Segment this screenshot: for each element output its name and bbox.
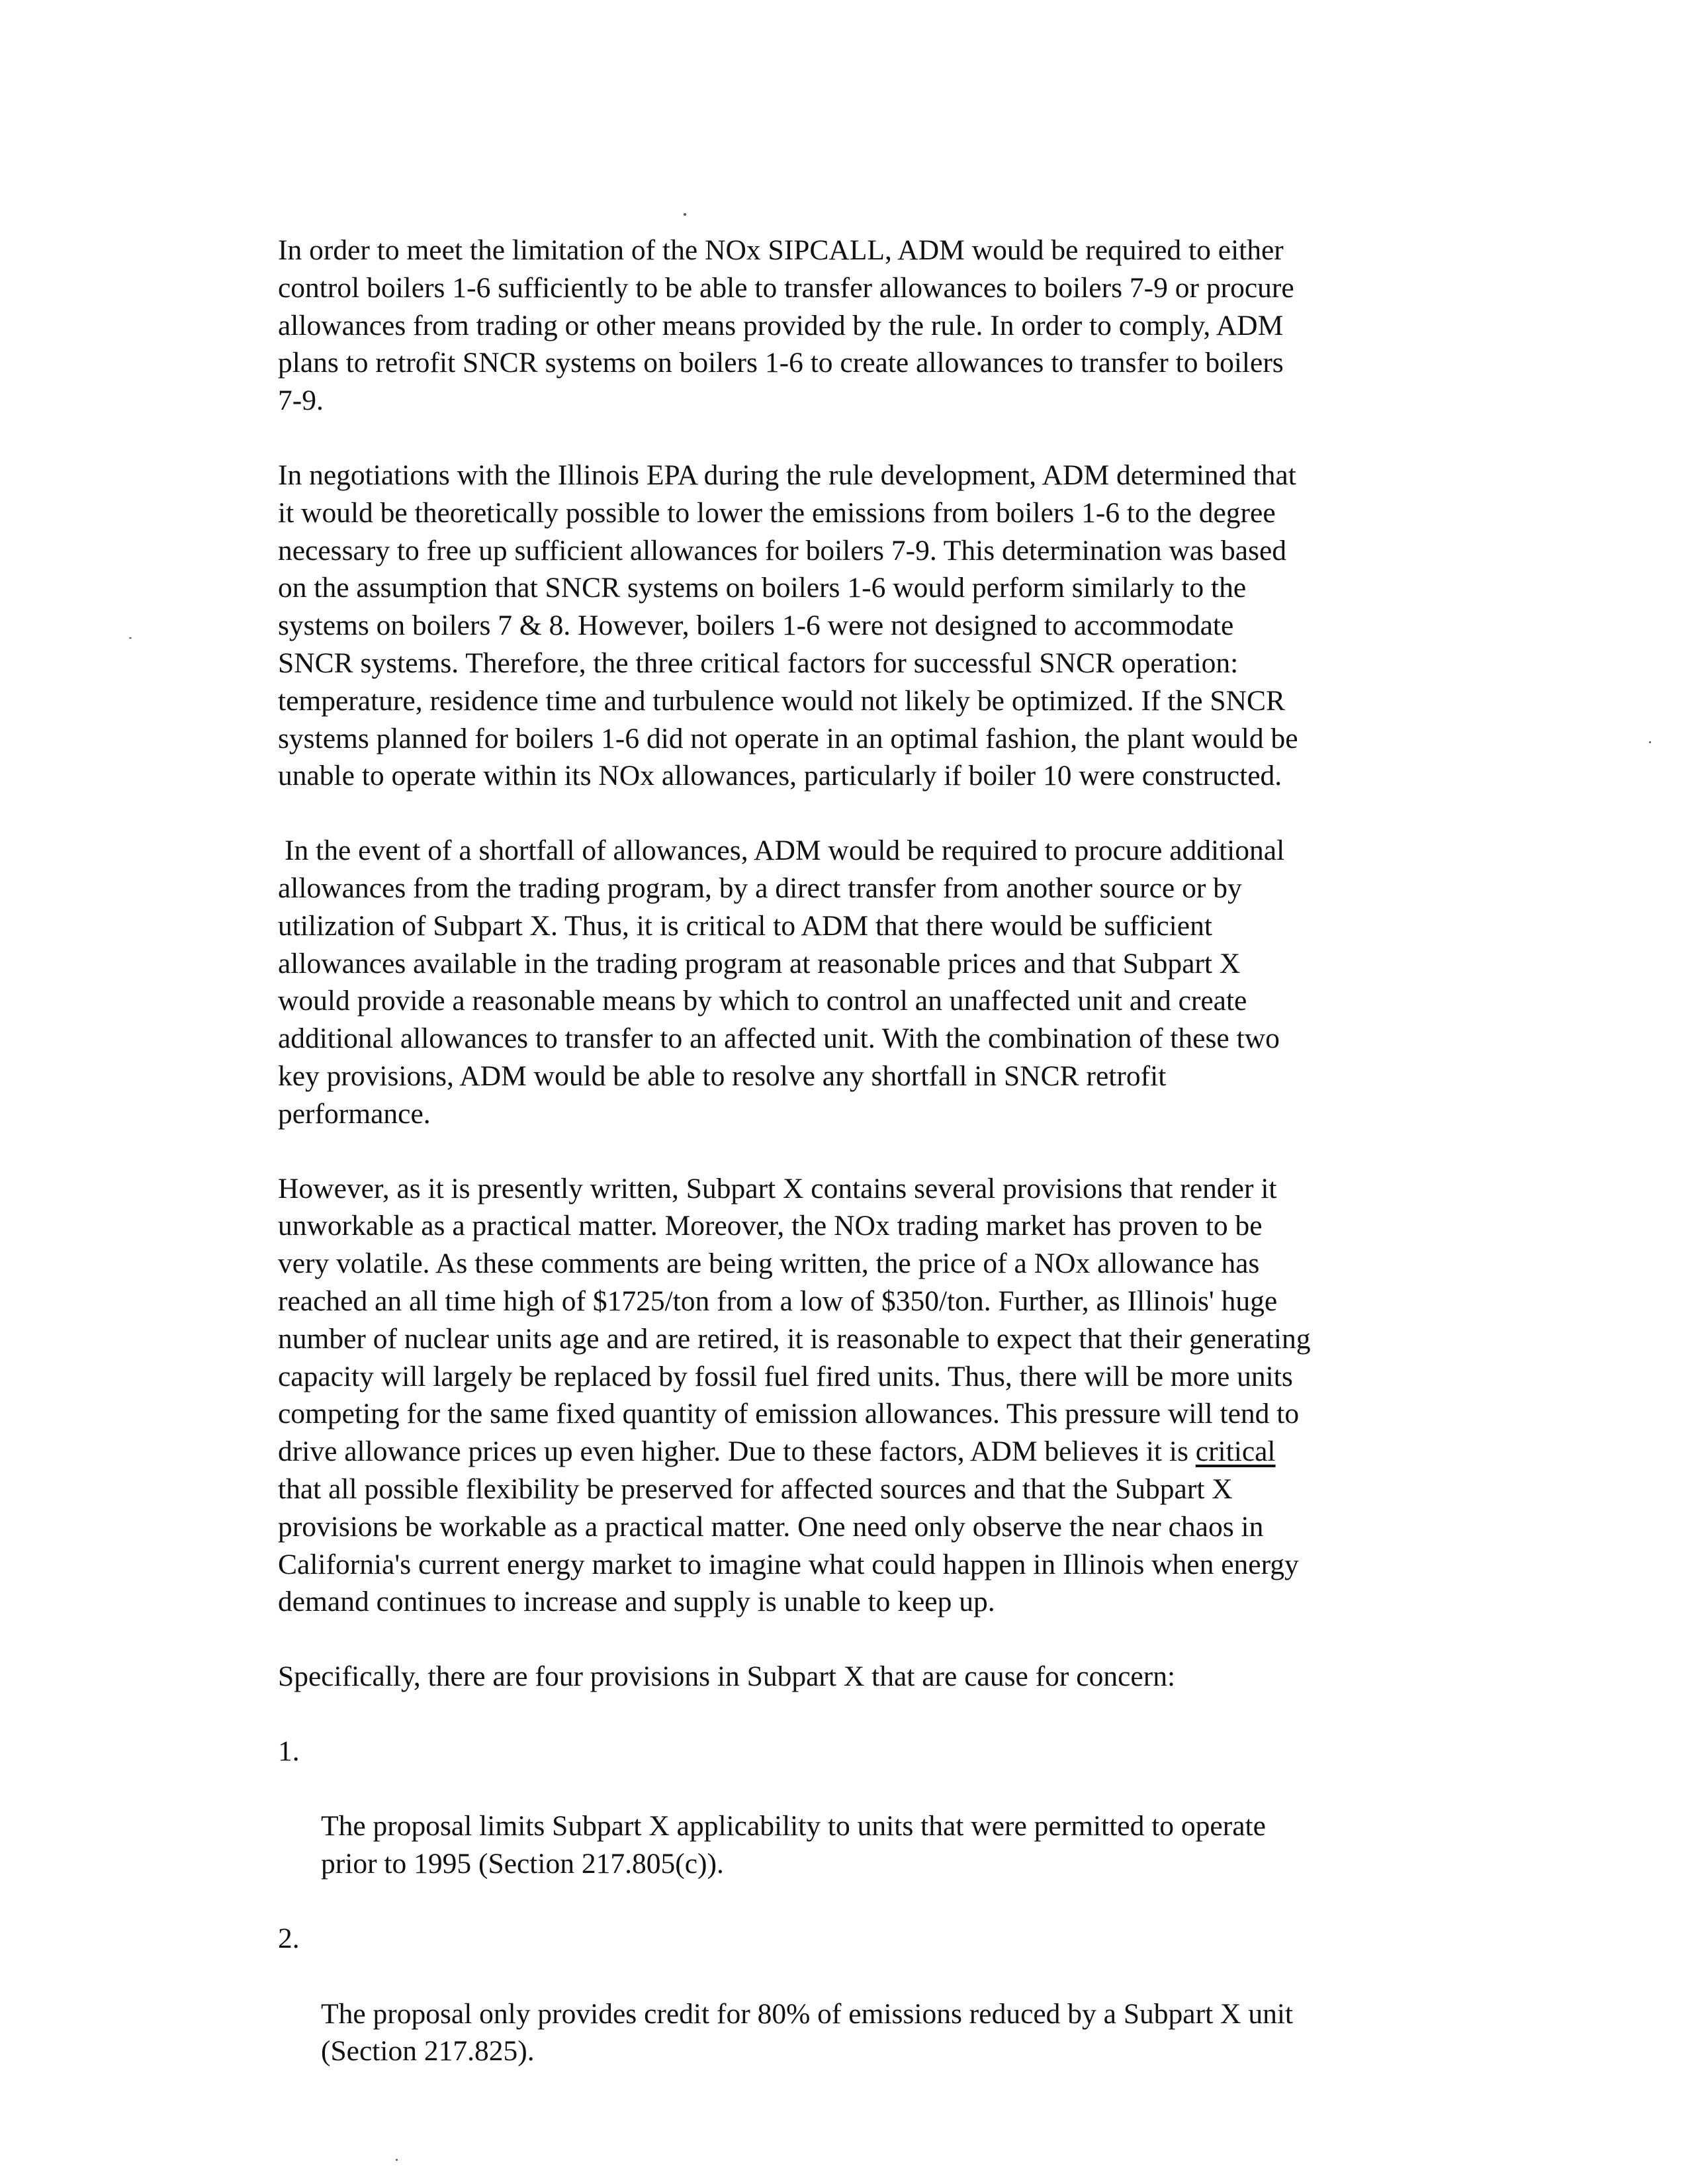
scan-speck [1649, 741, 1651, 743]
paragraph-subpart-x-concerns-part-a: However, as it is presently written, Subpart X contains several provisions that render it unworkable as a practical matter. Moreover, the NOx trading market has proven to be very volatile. As these comments are being written, the price of a NOx allowance has reached an all time high of $1725/ton from a low of $350/ton. Further, as Illinois' huge number of nuclear units age and are retired, it is reasonable to expect that their generating capacity will largely be replaced by fossil fuel fired units. Thus, there will be more units competing for the same fixed quantity of emission allowances. This pressure will tend to drive allowance prices up even higher. Due to these factors, ADM believes it is [278, 1172, 1311, 1468]
scan-speck [684, 213, 686, 216]
list-item-number: 1. [278, 1735, 300, 1767]
paragraph-nox-sipcall: In order to meet the limitation of the NOx SIPCALL, ADM would be required to either control boilers 1-6 sufficiently to be able to transfer allowances to boilers 7-9 or procure allowances from trading or other means provided by the rule. In order to comply, ADM plans to retrofit SNCR systems on boilers 1-6 to create allowances to transfer to boilers 7-9. [278, 234, 1294, 417]
scan-speck [129, 637, 132, 639]
provisions-list [278, 1733, 1469, 2070]
paragraph-negotiations: In negotiations with the Illinois EPA during the rule development, ADM determined that it would be theoretically possible to lower the emissions from boilers 1-6 to the degree necessary to free up sufficient allowances for boilers 7-9. This determination was based on the assumption that SNCR systems on boilers 1-6 would perform similarly to the systems on boilers 7 & 8. However, boilers 1-6 were not designed to accommodate SNCR systems. Therefore, the three critical factors for successful SNCR operation: temperature, residence time and turbulence would not likely be optimized. If the SNCR systems planned for boilers 1-6 did not operate in an optimal fashion, the plant would be unable to operate within its NOx allowances, particularly if boiler 10 were constructed. [278, 459, 1298, 792]
list-item-text: The proposal only provides credit for 80% of emissions reduced by a Subpart X unit (Section 217.825). [321, 1997, 1294, 2068]
paragraph-subpart-x-concerns-part-b: that all possible flexibility be preserved for affected sources and that the Subpart X provisions be workable as a practical matter. One need only observe the near chaos in California's current energy market to imagine what could happen in Illinois when energy demand continues to increase and supply is unable to keep up. [278, 1473, 1299, 1618]
list-item-text: The proposal limits Subpart X applicability to units that were permitted to operate prior to 1995 (Section 217.805(c)). [321, 1810, 1266, 1880]
paragraph-four-provisions: Specifically, there are four provisions in Subpart X that are cause for concern: [278, 1661, 1176, 1693]
scan-speck [396, 2159, 398, 2161]
document-page [278, 232, 1469, 2107]
underlined-critical: critical [1195, 1435, 1276, 1468]
list-item-number: 2. [278, 1923, 300, 1955]
paragraph-subpart-x-concerns [278, 1170, 1469, 1621]
paragraph-shortfall: In the event of a shortfall of allowances, ADM would be required to procure additional allowances from the trading program, by a direct transfer from another source or by utilization of Subpart X. Thus, it is critical to ADM that there would be sufficient allowances available in the trading program at reasonable prices and that Subpart X would provide a reasonable means by which to control an unaffected unit and create additional allowances to transfer to an affected unit. With the combination of these two key provisions, ADM would be able to resolve any shortfall in SNCR retrofit performance. [278, 835, 1285, 1130]
list-item [278, 1920, 1469, 2070]
list-item [278, 1733, 1469, 1883]
